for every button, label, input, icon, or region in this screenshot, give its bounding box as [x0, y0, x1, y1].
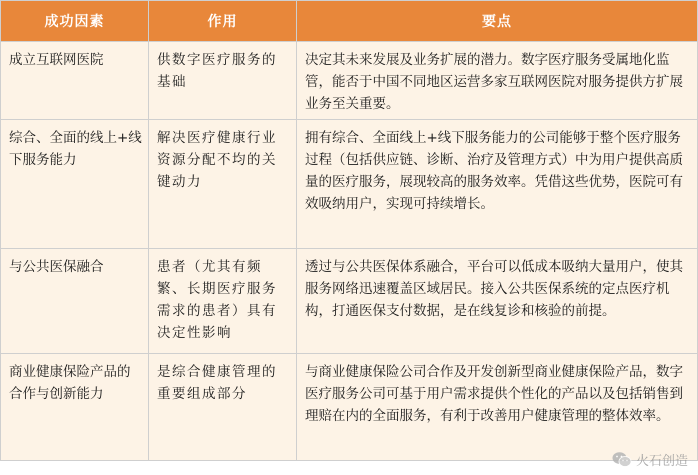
- table-row: [1, 120, 698, 249]
- role-cell: [149, 42, 297, 120]
- table-row: [1, 42, 698, 120]
- role-text: 是综合健康管理的重要组成部分: [157, 364, 277, 402]
- factor-cell: [1, 42, 149, 120]
- factor-text: 综合、全面的线上+线下服务能力: [9, 130, 142, 168]
- watermark: [612, 450, 688, 469]
- points-text: 拥有综合、全面线上+线下服务能力的公司能够于整个医疗服务过程（包括供应链、诊断、治疗及管理方式）中为用户提供高质量的医疗服务，展现较高的服务效率。凭借这些优势，医院可有效吸纳用户，实现可持续增长。: [305, 130, 683, 212]
- points-cell: [297, 120, 698, 249]
- points-text: 决定其未来发展及业务扩展的潜力。数字医疗服务受属地化监管，能否于中国不同地区运营多家互联网医院对服务提供方扩展业务至关重要。: [305, 52, 683, 112]
- factor-text: 与公共医保融合: [9, 259, 104, 275]
- table-row: [1, 354, 698, 461]
- wechat-icon: [612, 451, 632, 468]
- factor-text: 商业健康保险产品的合作与创新能力: [9, 364, 131, 402]
- header-points: 要点: [297, 1, 698, 42]
- points-text: 与商业健康保险公司合作及开发创新型商业健康保险产品，数字医疗服务公司可基于用户需求提供个性化的产品以及包括销售到理赔在内的全面服务，有利于改善用户健康管理的整体效率。: [305, 364, 683, 424]
- factor-cell: [1, 354, 149, 461]
- points-text: 透过与公共医保体系融合，平台可以低成本吸纳大量用户，使其服务网络迅速覆盖区域居民。接入公共医保系统的定点医疗机构，打通医保支付数据，是在线复诊和核验的前提。: [305, 259, 683, 319]
- points-cell: [297, 42, 698, 120]
- table-row: [1, 249, 698, 354]
- header-factor: 成功因素: [1, 1, 149, 42]
- role-text: 供数字医疗服务的基础: [157, 52, 277, 90]
- factor-cell: [1, 120, 149, 249]
- watermark-text: 火石创造: [635, 454, 688, 469]
- role-cell: [149, 354, 297, 461]
- points-cell: [297, 249, 698, 354]
- points-cell: [297, 354, 698, 461]
- role-text: 解决医疗健康行业资源分配不均的关键动力: [157, 130, 277, 190]
- role-text: 患者（尤其有频繁、长期医疗服务需求的患者）具有决定性影响: [157, 259, 277, 341]
- role-cell: [149, 249, 297, 354]
- factor-text: 成立互联网医院: [9, 52, 104, 68]
- table-header-row: [1, 1, 698, 42]
- header-role: 作用: [149, 1, 297, 42]
- role-cell: [149, 120, 297, 249]
- factor-cell: [1, 249, 149, 354]
